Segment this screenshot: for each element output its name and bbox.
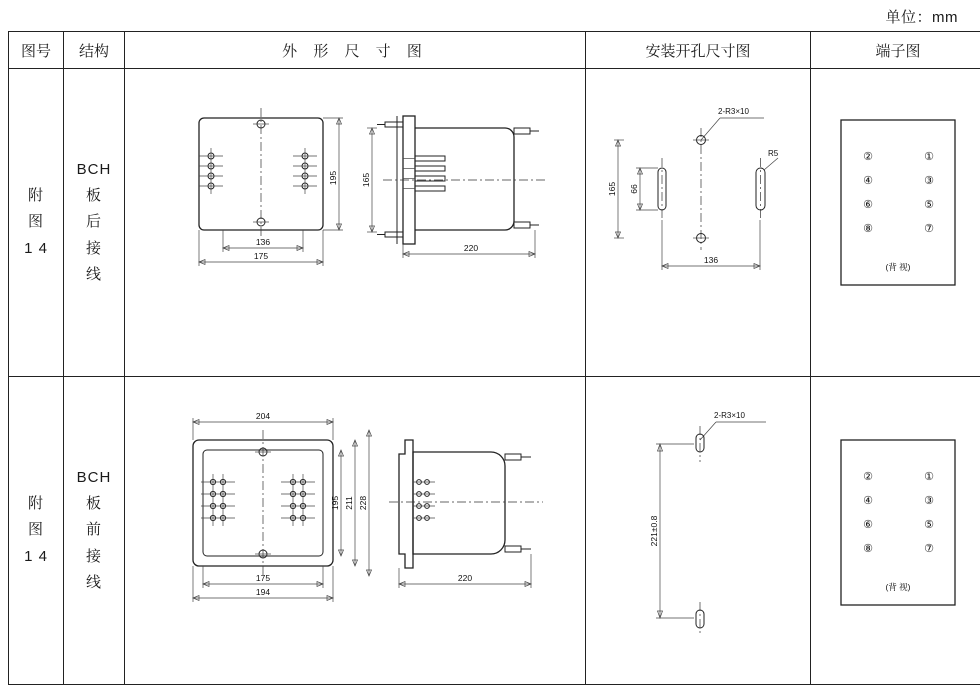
- header-id: 图号: [9, 32, 64, 69]
- terminal-label-left-3: ⑧: [863, 223, 873, 235]
- terminal-label-left-2: ⑥: [863, 199, 873, 211]
- cell-id: [9, 377, 64, 685]
- row1-mounting-drawing: [587, 70, 809, 375]
- row1-outline-drawing: [126, 70, 584, 375]
- header-terminal: 端子图: [811, 32, 980, 69]
- terminal-label-right-2: ⑤: [924, 199, 934, 211]
- terminal-label-left-1: ④: [863, 175, 873, 187]
- table-header-row: [9, 32, 980, 69]
- row1-structure-text: [65, 157, 123, 288]
- dim-bottom-outer-row2: 194: [255, 587, 271, 597]
- terminal-label-right-3: ⑦: [924, 543, 934, 555]
- terminal-label-left-1: ④: [863, 495, 873, 507]
- dim-side-height: 165: [361, 172, 371, 188]
- cell-structure: [64, 377, 125, 685]
- row2-id-char-1: 图: [27, 521, 44, 539]
- cell-mounting: [586, 377, 811, 685]
- dim-side-width-row2: 220: [457, 573, 473, 583]
- terminal-label-left-0: ②: [863, 151, 873, 163]
- spec-table: [8, 31, 980, 685]
- dim-mount-v-inner-row1: 66: [629, 184, 639, 194]
- unit-note: 单位：mm: [885, 9, 958, 26]
- terminal-label-left-0: ②: [863, 471, 873, 483]
- cell-id: [9, 69, 64, 377]
- row1-struct-char-3: 接: [85, 239, 102, 257]
- note-hole-row1: 2-R3×10: [718, 107, 749, 116]
- outline-svg-row1: [127, 70, 583, 370]
- table-row: [9, 69, 980, 377]
- dim-h1-row2: 195: [330, 495, 340, 511]
- terminal-label-right-1: ③: [924, 175, 934, 187]
- row2-struct-char-1: 板: [85, 495, 102, 513]
- table-row: [9, 377, 980, 685]
- outline-svg-row2: [127, 378, 583, 678]
- mounting-svg-row1: [588, 70, 808, 370]
- row1-id-char-0: 附: [27, 187, 44, 205]
- dim-h3-row2: 228: [358, 495, 368, 511]
- row2-terminal-drawing: [812, 378, 980, 683]
- row1-id-char-2: 1 4: [24, 239, 48, 257]
- row2-struct-char-2: 前: [85, 521, 102, 539]
- row1-struct-char-2: 后: [85, 213, 102, 231]
- note-hole-row2: 2-R3×10: [714, 411, 745, 420]
- note-radius-row1: R5: [768, 149, 779, 158]
- terminal-svg-row1: [813, 70, 980, 370]
- mounting-svg-row2: [588, 378, 808, 678]
- dim-front-outer-width: 175: [253, 251, 269, 261]
- cell-terminal: [811, 69, 980, 377]
- terminal-label-right-1: ③: [924, 495, 934, 507]
- terminal-label-right-2: ⑤: [924, 519, 934, 531]
- cell-mounting: [586, 69, 811, 377]
- dim-mount-h-row1: 136: [703, 255, 719, 265]
- row2-struct-char-3: 接: [85, 547, 102, 565]
- header-mounting: 安装开孔尺寸图: [586, 32, 811, 69]
- dim-front-inner-width: 136: [255, 237, 271, 247]
- terminal-label-right-0: ①: [924, 151, 934, 163]
- dim-h2-row2: 211: [344, 496, 354, 510]
- dim-mount-v-outer-row1: 165: [607, 181, 617, 197]
- header-structure: 结构: [64, 32, 125, 69]
- dim-top-width-row2: 204: [255, 411, 271, 421]
- terminal-label-left-3: ⑧: [863, 543, 873, 555]
- table-header: [9, 32, 980, 69]
- dim-front-height: 195: [328, 170, 338, 186]
- dim-side-width: 220: [463, 243, 479, 253]
- terminal-label-right-0: ①: [924, 471, 934, 483]
- table-body: [9, 69, 980, 685]
- cell-terminal: [811, 377, 980, 685]
- row2-structure-text: [65, 465, 123, 596]
- row2-id-char-2: 1 4: [24, 547, 48, 565]
- row2-id-char-0: 附: [27, 495, 44, 513]
- row2-mounting-drawing: [587, 378, 809, 683]
- row1-struct-char-1: 板: [85, 187, 102, 205]
- terminal-label-left-2: ⑥: [863, 519, 873, 531]
- cell-outline: [125, 377, 586, 685]
- row1-id-char-1: 图: [27, 213, 44, 231]
- row2-id-text: [10, 491, 62, 570]
- cell-structure: [64, 69, 125, 377]
- dim-bottom-inner-row2: 175: [255, 573, 271, 583]
- terminal-svg-row2: [813, 378, 980, 678]
- terminal-view-note-row2: (背 视): [885, 582, 911, 592]
- header-outline: 外 形 尺 寸 图: [125, 32, 586, 69]
- row1-struct-char-4: 线: [85, 265, 102, 283]
- row2-struct-char-4: 线: [85, 573, 102, 591]
- row1-struct-char-0: BCH: [76, 160, 112, 178]
- row2-struct-char-0: BCH: [76, 468, 112, 486]
- row1-id-text: [10, 183, 62, 262]
- row1-terminal-drawing: [812, 70, 980, 375]
- row2-outline-drawing: [126, 378, 584, 683]
- cell-outline: [125, 69, 586, 377]
- terminal-view-note-row1: (背 视): [885, 262, 911, 272]
- terminal-label-right-3: ⑦: [924, 223, 934, 235]
- dim-mount-v-row2: 221±0.8: [649, 515, 659, 547]
